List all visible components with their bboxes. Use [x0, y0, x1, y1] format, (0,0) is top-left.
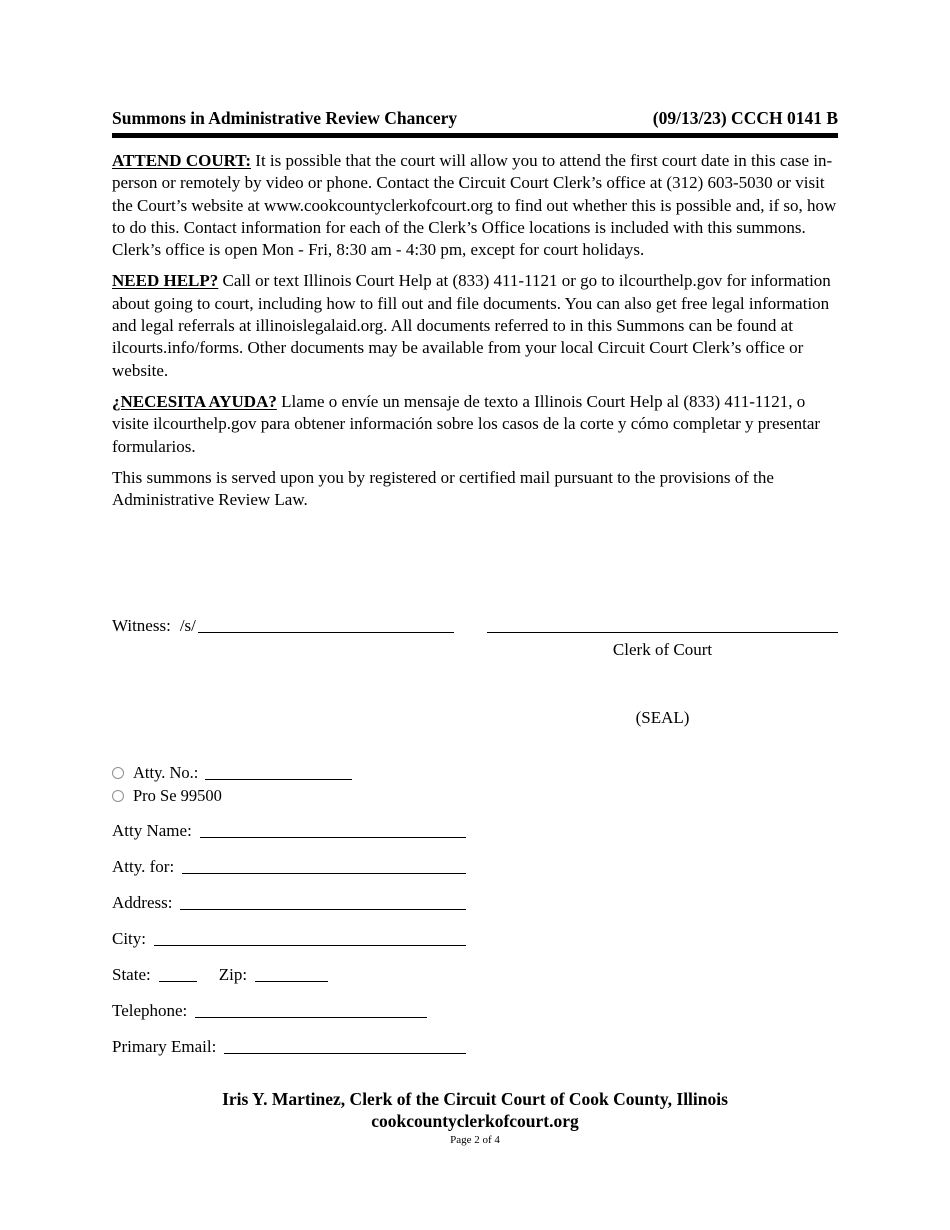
zip-line[interactable]	[255, 981, 328, 982]
state-label: State:	[112, 965, 151, 985]
necesita-ayuda-label: ¿NECESITA AYUDA?	[112, 391, 277, 411]
attend-court-paragraph	[112, 150, 838, 261]
primary-email-line[interactable]	[224, 1053, 466, 1054]
need-help-label: NEED HELP?	[112, 271, 219, 291]
field-city	[112, 928, 466, 950]
atty-no-line[interactable]	[205, 779, 352, 780]
state-line[interactable]	[159, 981, 197, 982]
attorney-fields	[112, 820, 838, 1058]
address-line[interactable]	[180, 909, 466, 910]
telephone-label: Telephone:	[112, 1001, 188, 1021]
telephone-line[interactable]	[195, 1017, 427, 1018]
field-state-zip	[112, 964, 838, 986]
field-atty-for	[112, 856, 466, 878]
seal-label: (SEAL)	[635, 708, 690, 728]
atty-name-label: Atty Name:	[112, 821, 192, 841]
document-footer	[112, 1088, 838, 1147]
document-header	[112, 108, 838, 128]
witness-row	[112, 615, 838, 637]
atty-name-line[interactable]	[200, 837, 466, 838]
necesita-ayuda-paragraph	[112, 391, 838, 458]
atty-for-line[interactable]	[182, 873, 466, 874]
need-help-text: Call or text Illinois Court Help at (833) 411-1121 or go to ilcourthelp.gov for information about going to court, including how to fill out and file documents. You can also get free legal information and legal referrals at illinoislegalaid.org. All documents referred to in this Summons can be found at ilcourts.info/forms. Other documents may be available from your local Circuit Court Clerk’s office or website.	[112, 271, 831, 380]
witness-signature-line[interactable]	[198, 632, 454, 633]
need-help-paragraph	[112, 270, 838, 381]
field-telephone	[112, 1000, 427, 1022]
city-label: City:	[112, 929, 147, 949]
service-paragraph	[112, 467, 838, 512]
zip-label: Zip:	[218, 965, 248, 985]
attend-court-label: ATTEND COURT:	[112, 151, 252, 170]
form-number: (09/13/23) CCCH 0141 B	[652, 108, 838, 128]
attorney-number-options	[112, 761, 838, 807]
header-rule	[112, 133, 838, 138]
city-line[interactable]	[154, 945, 466, 946]
necesita-ayuda-text: Llame o envíe un mensaje de texto a Illinois Court Help al (833) 411-1121, o visite ilcourthelp.gov para obtener información sobre los casos de la corte y cómo completar y presentar formularios.	[112, 391, 821, 456]
field-primary-email	[112, 1036, 466, 1058]
address-label: Address:	[112, 893, 173, 913]
field-address	[112, 892, 466, 914]
primary-email-label: Primary Email:	[112, 1037, 217, 1057]
pro-se-radio[interactable]	[112, 790, 124, 802]
clerk-signature-line[interactable]	[487, 632, 838, 633]
atty-no-label: Atty. No.:	[133, 763, 199, 783]
clerk-of-court-label: Clerk of Court	[612, 640, 713, 660]
signature-prefix: /s/	[179, 616, 196, 636]
atty-for-label: Atty. for:	[112, 857, 175, 877]
service-text: This summons is served upon you by registered or certified mail pursuant to the provisions of the Administrative Review Law.	[112, 467, 774, 510]
pro-se-label: Pro Se 99500	[133, 786, 222, 806]
atty-no-option-row	[112, 761, 838, 784]
atty-no-radio[interactable]	[112, 767, 124, 779]
footer-website: cookcountyclerkofcourt.org	[371, 1111, 579, 1132]
pro-se-option-row	[112, 784, 838, 807]
field-atty-name	[112, 820, 466, 842]
page-indicator: Page 2 of 4	[450, 1134, 500, 1147]
attend-court-text: It is possible that the court will allow you to attend the first court date in this case in-person or remotely by video or phone. Contact the Circuit Court Clerk’s office at (312) 603-5030 or visit the Court’s website at www.cookcountyclerkofcourt.org to find out whether this is possible and, if so, how to do this. Contact information for each of the Clerk’s Office locations is included with this summons. Clerk’s office is open Mon - Fri, 8:30 am - 4:30 pm, except for court holidays.	[112, 151, 837, 260]
document-title: Summons in Administrative Review Chancery	[112, 108, 458, 128]
footer-clerk-line: Iris Y. Martinez, Clerk of the Circuit Court of Cook County, Illinois	[222, 1089, 728, 1110]
witness-label: Witness:	[112, 616, 171, 636]
